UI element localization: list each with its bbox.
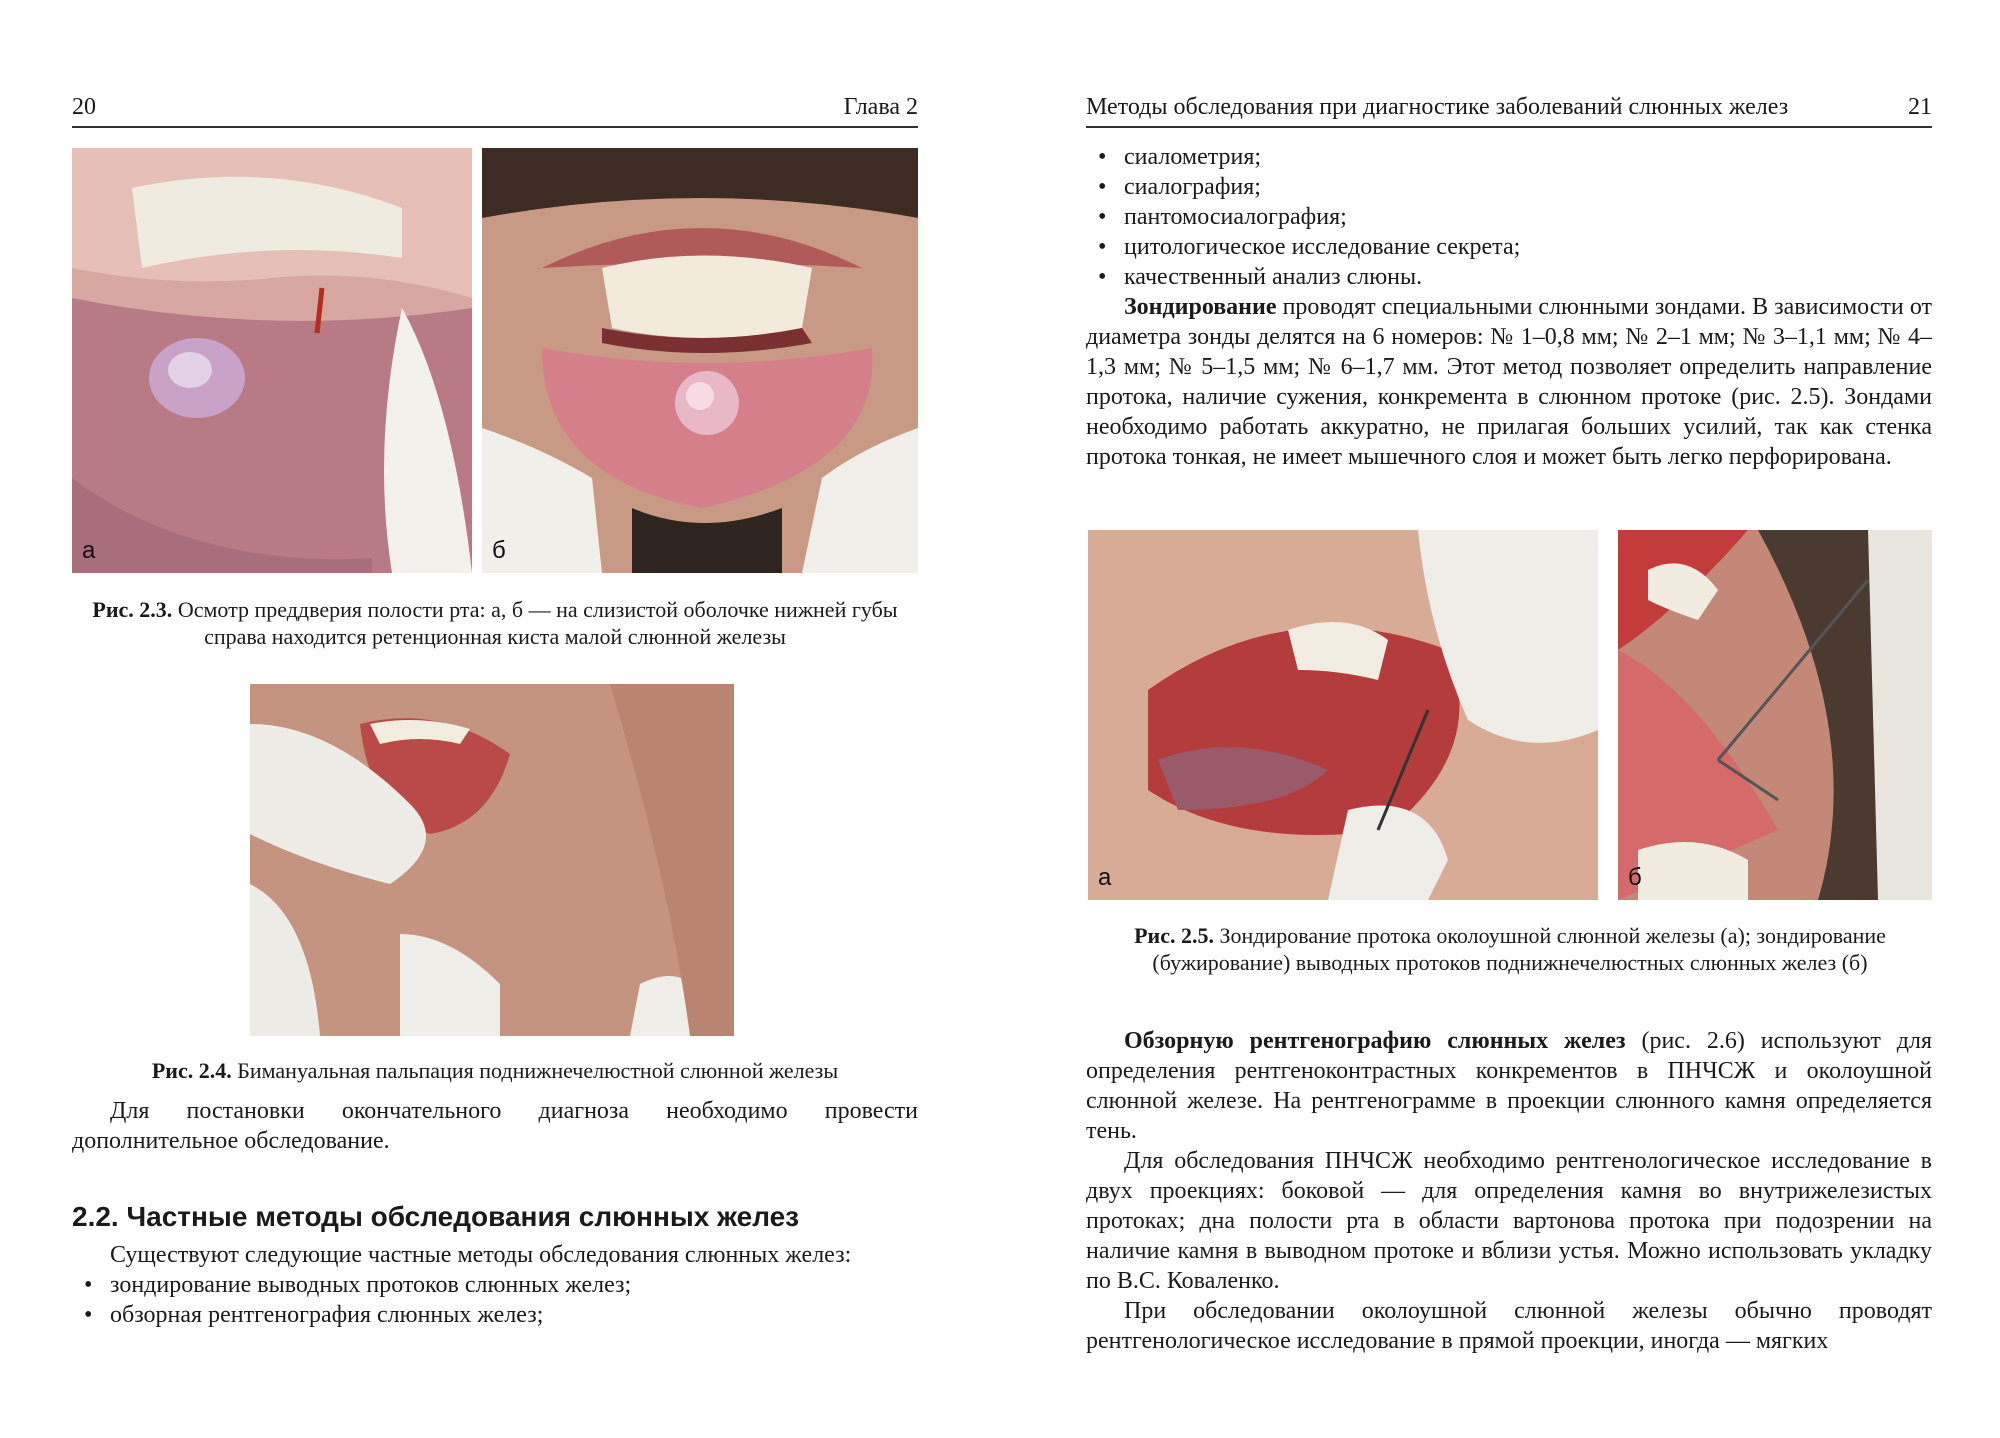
- list-item: • качественный анализ слюны.: [1086, 262, 1932, 292]
- list-item: • пантомосиалография;: [1086, 202, 1932, 232]
- fig-2-3a-label: а: [82, 537, 96, 564]
- lip-photo-a: [72, 148, 472, 573]
- left-page-number: 20: [72, 94, 96, 120]
- right-body-text-1: [1086, 142, 1932, 472]
- right-body-text-2: [1086, 1026, 1932, 1356]
- left-body-text-1: [72, 1096, 918, 1156]
- fig-2-3-caption: [72, 596, 918, 650]
- fig-2-5b-label: б: [1628, 864, 1642, 891]
- xray-text: (рис. 2.6) используют для определения рентгеноконтрастных конкрементов в ПНЧСЖ и околоушной слюнной железе. На рентгенограмме в проекции слюнного камня определяется тень.: [1086, 1028, 1932, 1144]
- right-header-title: Методы обследования при диагностике заболеваний слюнных желез: [1086, 94, 1789, 120]
- list-item: • сиалография;: [1086, 172, 1932, 202]
- probing-term: Зондирование: [1124, 294, 1277, 320]
- probing-text: проводят специальными слюнными зондами. В зависимости от диаметра зонды делятся на 6 номеров: № 1–0,8 мм; № 2–1 мм; № 3–1,1 мм; № 4–1,3 мм; № 5–1,5 мм; № 6–1,7 мм. Этот метод позволяет определить направление протока, наличие сужения, конкремента в слюнном протоке (рис. 2.5). Зондами необходимо работать аккуратно, не прилагая больших усилий, так как стенка протока тонкая, не имеет мышечного слоя и может быть легко перфорирована.: [1086, 294, 1932, 470]
- right-page: [1000, 0, 2000, 1438]
- right-page-number: 21: [1908, 94, 1932, 120]
- paragraph-xray: [1086, 1026, 1932, 1146]
- xray-term: Обзорную рентгенографию слюнных желез: [1124, 1028, 1626, 1054]
- fig-2-5-caption-number: Рис. 2.5.: [1134, 923, 1214, 948]
- section-title: 2.2. Частные методы обследования слюнных желез: [72, 1201, 800, 1232]
- fig-2-5-caption-text: Зондирование протока околоушной слюнной железы (а); зондирование (бужирование) выводных протоков поднижнечелюстных слюнных желез (б): [1152, 923, 1886, 975]
- right-running-header: [1086, 92, 1932, 128]
- fig-2-5-caption: [1100, 922, 1920, 976]
- left-running-header: [72, 92, 918, 128]
- fig-2-4-photo: [250, 684, 734, 1036]
- list-item: • цитологическое исследование секрета;: [1086, 232, 1932, 262]
- fig-2-3b-photo: [482, 148, 918, 573]
- paragraph-probing: [1086, 292, 1932, 472]
- paragraph-additional-exam: Для постановки окончательного диагноза необходимо провести дополнительное обследование.: [72, 1098, 918, 1154]
- paragraph-pnchszh: Для обследования ПНЧСЖ необходимо рентгенологическое исследование в двух проекциях: боковой — для определения камня во внутрижелезистых протоках; дна полости рта в области вартонова протока при подозрении на наличие камня в выводном протоке и вблизи устья. Можно использовать укладку по В.С. Коваленко.: [1086, 1148, 1932, 1294]
- left-method-list: [72, 1270, 918, 1330]
- paragraph-methods-intro: Существуют следующие частные методы обследования слюнных желез:: [110, 1242, 852, 1268]
- fig-2-4-caption: [72, 1057, 918, 1084]
- fig-2-3b-label: б: [492, 537, 506, 564]
- list-item: • сиалометрия;: [1086, 142, 1932, 172]
- fig-2-5a-label: а: [1098, 864, 1112, 891]
- probing-photo-a: [1088, 530, 1598, 900]
- palpation-photo: [250, 684, 734, 1036]
- fig-2-5a-photo: [1088, 530, 1598, 900]
- paragraph-parotid: При обследовании околоушной слюнной железы обычно проводят рентгенологическое исследование в прямой проекции, иногда — мягких: [1086, 1298, 1932, 1354]
- fig-2-5b-photo: [1618, 530, 1932, 900]
- fig-2-4-caption-number: Рис. 2.4.: [151, 1058, 232, 1083]
- lip-photo-b: [482, 148, 918, 573]
- list-item: • обзорная рентгенография слюнных желез;: [72, 1300, 918, 1330]
- probing-photo-b: [1618, 530, 1932, 900]
- fig-2-3a-photo: [72, 148, 472, 573]
- fig-2-3-caption-text: Осмотр преддверия полости рта: а, б — на слизистой оболочке нижней губы справа находится ретенционная киста малой слюнной железы: [177, 597, 898, 649]
- fig-2-3-caption-number: Рис. 2.3.: [92, 597, 173, 622]
- chapter-label: Глава 2: [843, 94, 918, 120]
- right-method-list: [1086, 142, 1932, 292]
- left-body-text-2: [72, 1240, 918, 1330]
- list-item: • зондирование выводных протоков слюнных желез;: [72, 1270, 918, 1300]
- fig-2-4-caption-text: Бимануальная пальпация поднижнечелюстной слюнной железы: [237, 1058, 839, 1083]
